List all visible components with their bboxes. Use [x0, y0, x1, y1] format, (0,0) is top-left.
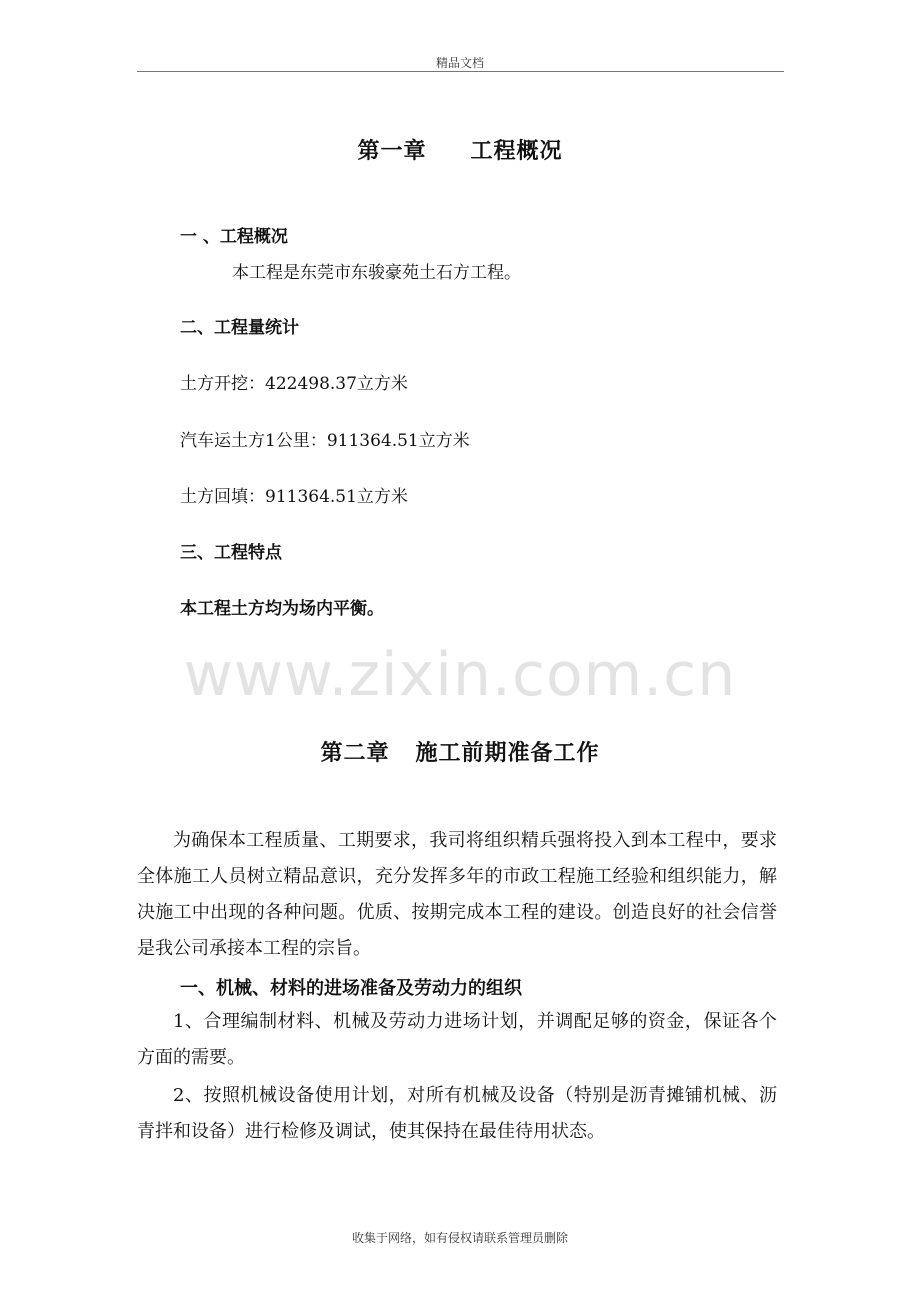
watermark: www.zixin.com.cn	[183, 640, 737, 710]
chapter-2-item-1: 1、合理编制材料、机械及劳动力进场计划，并调配足够的资金，保证各个方面的需要。	[137, 1011, 777, 1068]
section-3-body: 本工程土方均为场内平衡。	[180, 599, 384, 619]
header-rule	[137, 71, 784, 72]
page-footer: 收集于网络，如有侵权请联系管理员删除	[351, 1231, 568, 1245]
chapter-2-intro: 为确保本工程质量、工期要求，我司将组织精兵强将投入到本工程中，要求全体施工人员树立精品意识，充分发挥多年的市政工程施工经验和组织能力，解决施工中出现的各种问题。优质、按期完成本工程的建设。创造良好的社会信誉是我公司承接本工程的宗旨。	[137, 830, 777, 959]
chapter-1-name: 工程概况	[470, 139, 563, 164]
chapter-1-number: 第一章	[357, 139, 427, 164]
page-header: 精品文档	[435, 56, 484, 70]
chapter-2-number: 第二章	[320, 741, 390, 766]
section-3-heading: 三、工程特点	[180, 543, 282, 563]
section-1-body: 本工程是东莞市东骏豪苑土石方工程。	[232, 263, 521, 283]
section-2-heading: 二、工程量统计	[180, 318, 299, 338]
chapter-2-item-2: 2、按照机械设备使用计划，对所有机械及设备（特别是沥青摊铺机械、沥青拌和设备）进行检修及调试，使其保持在最佳待用状态。	[137, 1085, 777, 1142]
chapter-2-section-1-heading: 一、机械、材料的进场准备及劳动力的组织	[180, 978, 522, 999]
chapter-2-name: 施工前期准备工作	[415, 741, 600, 766]
chapter-1-title	[0, 134, 920, 165]
quantity-transport: 汽车运土方1公里：911364.51立方米	[180, 431, 470, 451]
section-1-heading: 一 、工程概况	[180, 227, 288, 247]
quantity-backfill: 土方回填：911364.51立方米	[180, 487, 408, 507]
quantity-excavation: 土方开挖：422498.37立方米	[180, 374, 408, 394]
chapter-2-title	[0, 736, 920, 767]
